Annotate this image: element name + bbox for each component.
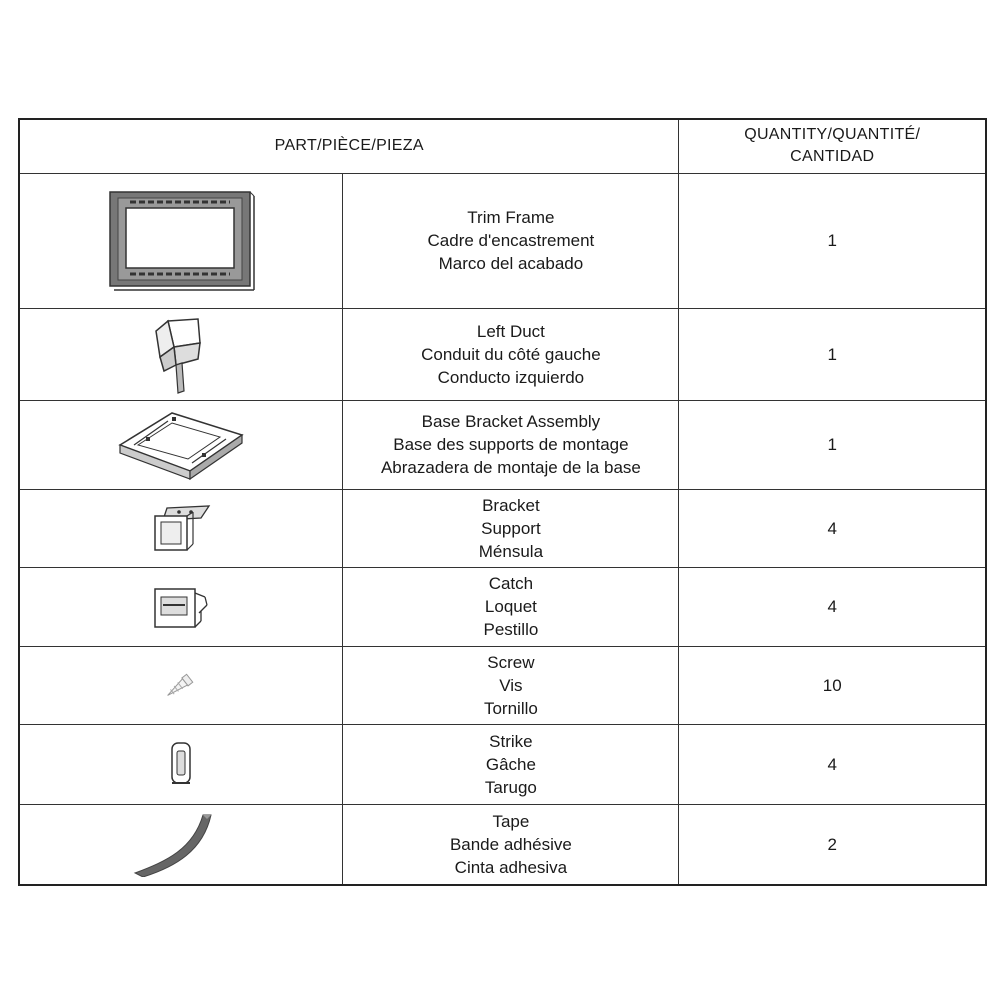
quantity-cell: 4: [679, 567, 986, 646]
part-name-cell: [343, 646, 679, 724]
bracket-icon: [20, 502, 342, 554]
table-row: [19, 724, 986, 804]
part-name-cell: [343, 489, 679, 567]
part-image-cell: [19, 646, 343, 724]
part-name-cell: [343, 173, 679, 308]
left-duct-icon: [20, 313, 342, 395]
part-name-es: Abrazadera de montaje de la base: [380, 458, 641, 477]
part-name-es: Ménsula: [478, 541, 544, 561]
part-name-cell: [343, 308, 679, 400]
part-name-en: Left Duct: [476, 321, 545, 341]
part-name-fr: Cadre d'encastrement: [427, 231, 595, 250]
catch-icon: [20, 583, 342, 631]
part-name-en: Base Bracket Assembly: [421, 412, 601, 431]
tape-icon: [20, 811, 342, 877]
part-name-fr: Gâche: [485, 754, 536, 774]
quantity-cell: 2: [679, 804, 986, 885]
part-name-es: Marco del acabado: [438, 254, 584, 273]
part-name-es: Pestillo: [483, 620, 539, 639]
part-name-es: Conducto izquierdo: [437, 367, 585, 387]
table-row: [19, 804, 986, 885]
base-bracket-assembly-icon: [20, 409, 342, 481]
table-row: [19, 308, 986, 400]
part-name-fr: Base des supports de montage: [393, 435, 629, 454]
part-image-cell: [19, 308, 343, 400]
part-name-fr: Loquet: [484, 597, 537, 616]
part-image-cell: [19, 724, 343, 804]
parts-table: [18, 118, 987, 886]
quantity-cell: 4: [679, 489, 986, 567]
part-name-en: Catch: [488, 574, 534, 593]
part-image-cell: [19, 804, 343, 885]
part-name-en: Trim Frame: [467, 208, 555, 227]
part-name-en: Strike: [489, 731, 533, 751]
quantity-cell: 1: [679, 400, 986, 489]
part-name-es: Tornillo: [483, 698, 538, 718]
quantity-cell: 1: [679, 173, 986, 308]
table-row: [19, 489, 986, 567]
part-image-cell: [19, 173, 343, 308]
quantity-header-line2: CANTIDAD: [790, 148, 875, 166]
part-name-cell: [343, 724, 679, 804]
table-row: [19, 646, 986, 724]
part-name-es: Tarugo: [484, 777, 537, 797]
part-name-fr: Bande adhésive: [449, 834, 572, 854]
part-name-cell: [343, 567, 679, 646]
table-row: [19, 400, 986, 489]
screw-icon: [20, 665, 342, 705]
part-name-cell: [343, 804, 679, 885]
part-name-en: Bracket: [482, 495, 540, 515]
strike-icon: [20, 739, 342, 789]
table-row: [19, 567, 986, 646]
part-name-fr: Support: [481, 518, 541, 538]
part-name-fr: Conduit du côté gauche: [421, 344, 601, 364]
part-name-cell: [343, 400, 679, 489]
quantity-header: [679, 119, 986, 173]
quantity-header-line1: QUANTITY/QUANTITÉ/: [744, 126, 921, 144]
quantity-cell: 10: [679, 646, 986, 724]
trim-frame-icon: [20, 188, 342, 293]
part-name-es: Cinta adhesiva: [454, 857, 568, 877]
part-name-en: Tape: [492, 811, 530, 831]
header-row: [19, 119, 986, 173]
part-name-en: Screw: [487, 652, 535, 672]
part-image-cell: [19, 567, 343, 646]
part-name-fr: Vis: [499, 675, 523, 695]
part-image-cell: [19, 400, 343, 489]
quantity-cell: 4: [679, 724, 986, 804]
part-image-cell: [19, 489, 343, 567]
table-row: [19, 173, 986, 308]
part-header: PART/PIÈCE/PIEZA: [19, 119, 679, 173]
quantity-cell: 1: [679, 308, 986, 400]
